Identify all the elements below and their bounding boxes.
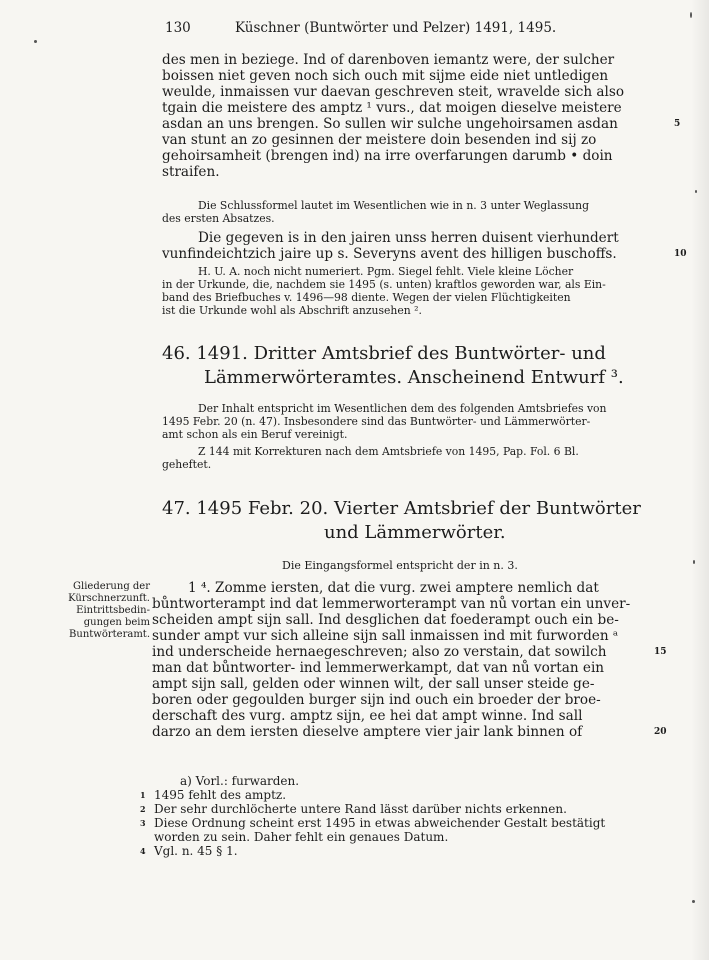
footnote-2: 2 Der sehr durchlöcherte untere Rand lässt darüber nichts erkennen. — [140, 802, 567, 816]
text-line: darzo an dem iersten dieselve amptere vier jair lank binnen of 20 — [152, 724, 667, 740]
continuation-text — [162, 52, 681, 180]
text-line: ind underscheide hernaegeschreven; also zo verstain, dat sowilch 15 — [152, 644, 667, 660]
text-line: weulde, inmaissen vur daevan geschreven steit, wravelde sich also — [162, 84, 625, 100]
heading-line: Lämmerwörteramtes. Anscheinend Entwurf ³. — [204, 367, 624, 388]
footnote-4: 4 Vgl. n. 45 § 1. — [140, 844, 238, 858]
section-47-body — [152, 580, 667, 740]
page-number: 130 — [165, 20, 191, 36]
footnote-3: 3 Diese Ordnung scheint erst 1495 in etwas abweichender Gestalt bestätigt — [140, 816, 606, 830]
text-line: bůntworterampt ind dat lemmerworterampt van nů vortan ein unver- — [152, 596, 631, 612]
footnotes — [140, 774, 660, 858]
heading-line: 47. 1495 Febr. 20. Vierter Amtsbrief der Buntwörter — [162, 498, 641, 519]
note-line: Z 144 mit Korrekturen nach dem Amtsbriefe von 1495, Pap. Fol. 6 Bl. — [198, 445, 579, 458]
editorial-note — [162, 199, 670, 225]
text-line: scheiden ampt sijn sall. Ind desglichen dat foederampt ouch ein be- — [152, 612, 619, 628]
text-line: boren oder gegoulden burger sijn ind ouch ein broeder der broe- — [152, 692, 601, 708]
section-46-heading — [162, 342, 682, 390]
line-number: 15 — [654, 647, 667, 657]
scan-speck — [34, 40, 37, 43]
text-line: van stunt an zo gesinnen der meistere doin besenden ind sij zo — [162, 132, 597, 148]
text-line: gehoirsamheit (brengen ind) na irre overfarungen darumb • doin — [162, 148, 613, 164]
source-note — [162, 265, 670, 317]
note-line: 1495 Febr. 20 (n. 47). Insbesondere sind das Buntwörter- und Lämmerwörter- — [162, 415, 591, 428]
text-line: asdan an uns brengen. So sullen wir sulche ungehoirsamen asdan 5 — [162, 116, 681, 132]
text-line: sunder ampt vur sich alleine sijn sall inmaissen ind mit furworden ᵃ — [152, 628, 619, 644]
heading-line: 46. 1491. Dritter Amtsbrief des Buntwörter- und — [162, 343, 606, 364]
note-line: amt schon als ein Beruf vereinigt. — [162, 428, 348, 441]
text-line: des men in beziege. Ind of darenboven iemantz were, der sulcher — [162, 52, 615, 68]
section-47-heading — [162, 497, 682, 545]
note-line: Der Inhalt entspricht im Wesentlichen dem des folgenden Amtsbriefes von — [198, 402, 607, 415]
running-title: Küschner (Buntwörter und Pelzer) 1491, 1495. — [235, 20, 557, 36]
scan-edge-shadow — [691, 0, 709, 960]
text-line: tgain die meistere des amptz ¹ vurs., dat moigen dieselve meistere — [162, 100, 622, 116]
note-line: des ersten Absatzes. — [162, 212, 275, 225]
footnote-3-cont: worden zu sein. Daher fehlt ein genaues Datum. — [154, 830, 449, 844]
note-line: band des Briefbuches v. 1496—98 diente. Wegen der vielen Flüchtigkeiten — [162, 291, 571, 304]
note-line: Die Schlussformel lautet im Wesentlichen wie in n. 3 unter Weglassung — [198, 199, 589, 212]
text-line: straifen. — [162, 164, 220, 180]
note-line: geheftet. — [162, 458, 212, 471]
note-line: in der Urkunde, die, nachdem sie 1495 (s. unten) kraftlos geworden war, als Ein- — [162, 278, 606, 291]
note-line: ist die Urkunde wohl als Abschrift anzusehen ². — [162, 304, 422, 317]
text-line: ampt sijn sall, gelden oder winnen wilt, der sall unser steide ge- — [152, 676, 595, 692]
margin-note: Gliederung der Kürschnerzunft. Eintrittsbedin- gungen beim Buntwörteramt. — [68, 581, 150, 640]
section-47-subtitle: Die Eingangsformel entspricht der in n. 3. — [282, 559, 518, 572]
text-line: derschaft des vurg. amptz sijn, ee hei dat ampt winne. Ind sall — [152, 708, 583, 724]
heading-line: und Lämmerwörter. — [324, 522, 506, 543]
text-line: boissen niet geven noch sich ouch mit sijme eide niet untledigen — [162, 68, 609, 84]
variant-note: a) Vorl.: furwarden. — [180, 774, 300, 788]
running-header — [165, 20, 605, 36]
line-number: 5 — [674, 119, 681, 129]
text-line: vunfindeichtzich jaire up s. Severyns avent des hilligen buschoffs. 10 — [162, 246, 687, 262]
line-number: 10 — [674, 249, 687, 259]
footnote-1: 1 1495 fehlt des amptz. — [140, 788, 287, 802]
text-line: man dat bůntworter- ind lemmerwerkampt, dat van nů vortan ein — [152, 660, 605, 676]
line-number: 20 — [654, 727, 667, 737]
closing-formula — [162, 230, 687, 262]
section-46-note — [162, 402, 670, 441]
section-46-source — [162, 445, 670, 471]
note-line: H. U. A. noch nicht numeriert. Pgm. Siegel fehlt. Viele kleine Löcher — [198, 265, 574, 278]
text-line: Die gegeven is in den jairen unss herren duisent vierhundert — [198, 230, 619, 246]
text-line: 1 ⁴. Zomme iersten, dat die vurg. zwei amptere nemlich dat — [188, 580, 599, 596]
